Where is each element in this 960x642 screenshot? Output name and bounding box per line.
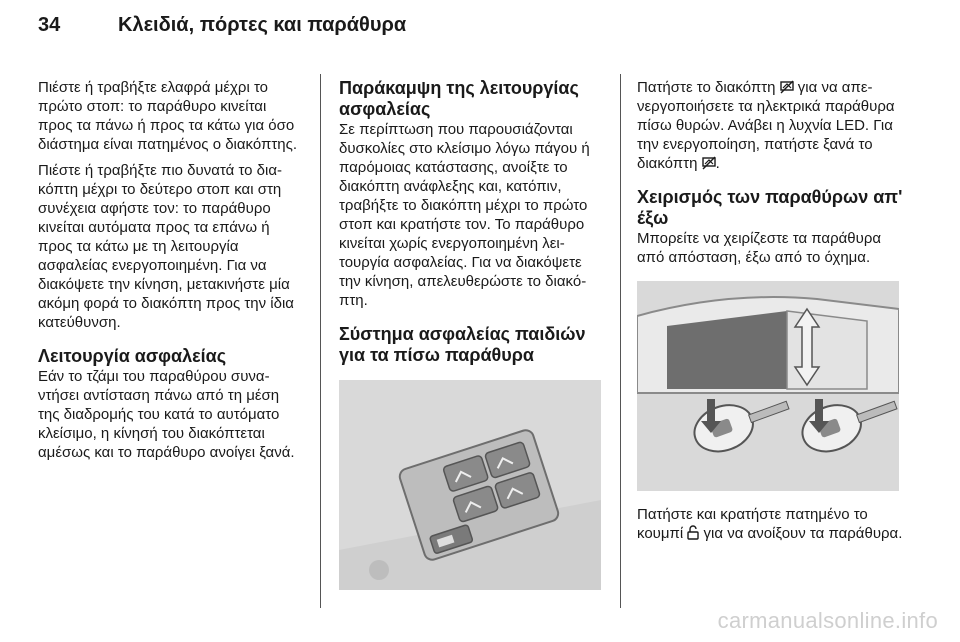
- column-2: [339, 78, 605, 590]
- column-divider-1: [320, 74, 321, 608]
- watermark-logo: carmanualsonline.info: [717, 608, 938, 633]
- paragraph-rear-window-lock: Πατήστε το διακόπτη για να απενεργοποιήσετε τα ηλεκτρικά παράθυρα πίσω θυρών. Ανάβει η λυχνία LED. Για την ενεργοποίηση, πατήστε ξανά το διακόπτη .: [637, 79, 895, 172]
- window-switch-panel-illustration: [339, 380, 601, 590]
- page-header: [0, 0, 960, 60]
- unlock-icon: [687, 525, 699, 540]
- rear-window-lock-icon: [780, 80, 794, 94]
- column-3: [637, 78, 903, 550]
- heading-override-safety: Παράκαμψη της λειτουργίας ασφαλείας: [339, 78, 579, 119]
- heading-child-safety: Σύστημα ασφαλείας παιδιών για τα πίσω παράθυρα: [339, 324, 586, 365]
- paragraph-unlock-button: Πατήστε και κρατήστε πατημένο το κουμπί για να ανοίξουν τα παράθυρα.: [637, 506, 903, 542]
- remote-key-window-illustration: [637, 281, 899, 491]
- paragraph-remote-window-operation: Μπορείτε να χειρίζεστε τα παράθυρα από απόσταση, έξω από το όχημα.: [637, 230, 882, 266]
- heading-safety-function: Λειτουργία ασφαλείας: [38, 346, 227, 366]
- heading-remote-window-operation: Χειρισμός των παραθύρων απ' έξω: [637, 187, 903, 228]
- page-number: 34: [38, 14, 61, 36]
- paragraph-first-stop: Πιέστε ή τραβήξτε ελαφρά μέχρι το πρώτο στοπ: το παράθυρο κινείται προς τα πάνω ή προς τα κάτω για όσο διάστημα είναι πατημένος ο διακόπτης.: [38, 79, 298, 153]
- paragraph-safety-function: Εάν το τζάμι του παραθύρου συναντήσει αντίσταση πάνω από τη μέση της διαδρομής του κατά το αυτόματο κλείσιμο, η κίνησή του διακόπτεται αμέσως και το παράθυρο ανοίγει ξανά.: [38, 368, 295, 461]
- paragraph-override-safety: Σε περίπτωση που παρουσιάζονται δυσκολίες στο κλείσιμο λόγω πάγου ή παρόμοιας κατάστασης, ανοίξτε το διακόπτη ανάφλεξης και, κατόπιν, τραβήξτε το διακόπτη μέχρι το πρώτο στοπ και κρατήστε τον. Το παράθυρο κινείται χωρίς ενεργοποιημένη λειτουργία ασφαλείας. Για να διακόψετε την κίνηση, απελευθερώστε το διακόπτη.: [339, 121, 590, 309]
- column-1: [38, 78, 304, 469]
- page-title: Κλειδιά, πόρτες και παράθυρα: [118, 14, 407, 36]
- rear-window-lock-icon: [702, 156, 716, 170]
- column-divider-2: [620, 74, 621, 608]
- paragraph-second-stop: Πιέστε ή τραβήξτε πιο δυνατά το διακόπτη μέχρι το δεύτερο στοπ και στη συνέχεια αφήστε τον: το παράθυρο κινείται αυτόματα προς τα επάνω ή προς τα κάτω με τη λειτουργία ασφαλείας ενεργοποιημένη. Για να διακόψετε την κίνηση, μετακινήστε μία ακόμη φορά το διακόπτη προς την ίδια κατεύθυνση.: [38, 162, 294, 331]
